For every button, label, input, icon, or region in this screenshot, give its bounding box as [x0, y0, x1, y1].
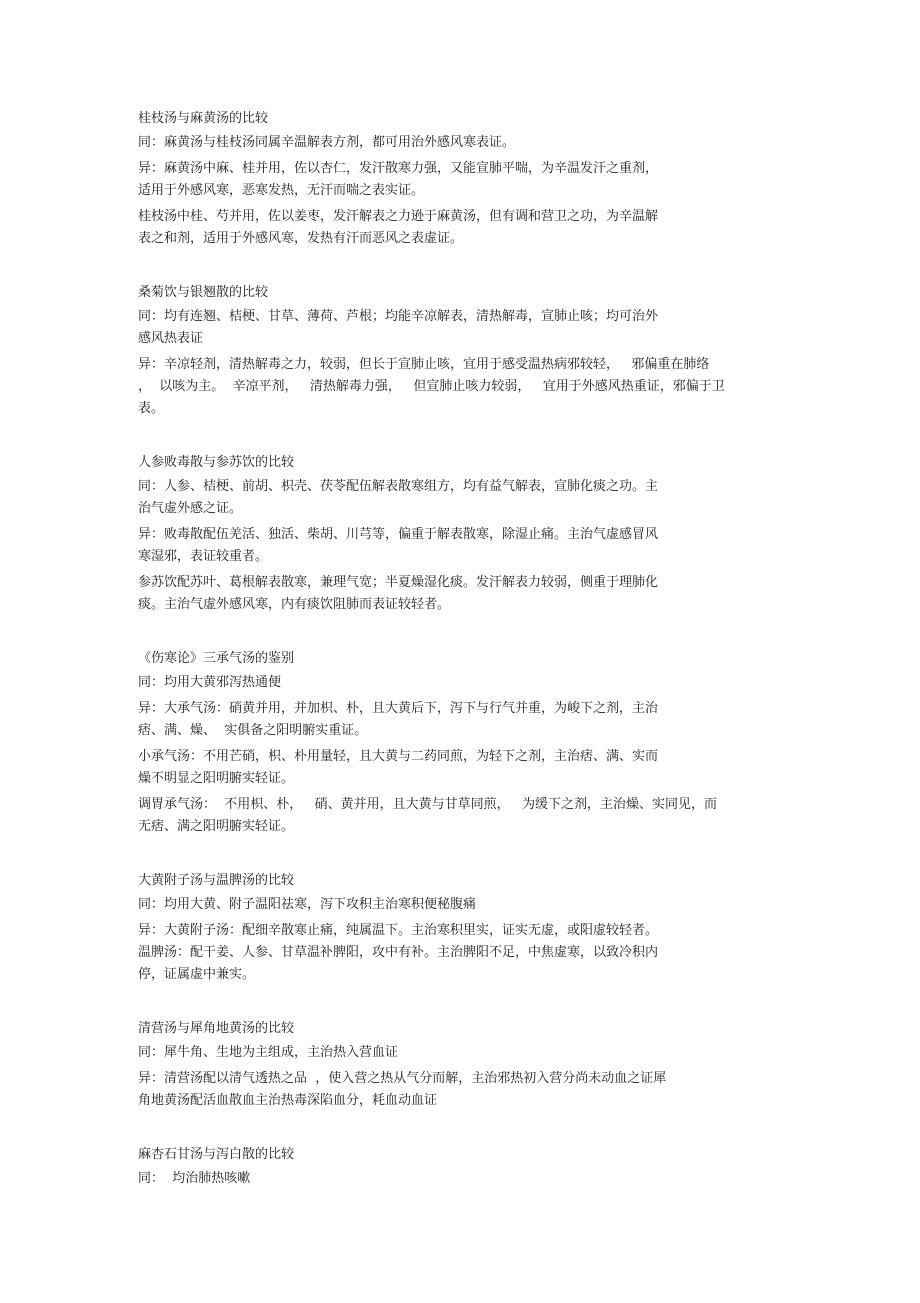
- text-line: 表之和剂，适用于外感风寒，发热有汗而恶风之表虚证。: [138, 231, 464, 246]
- paragraph-difference: [138, 794, 788, 838]
- paragraph-difference: [138, 524, 788, 568]
- section-title: 人参败毒散与参苏饮的比较: [138, 455, 295, 470]
- paragraph-similarity: [138, 672, 788, 694]
- paragraph-difference: [138, 698, 788, 742]
- paragraph-similarity: [138, 1168, 788, 1190]
- text-line: 同：人参、桔梗、前胡、枳壳、茯苓配伍解表散寒组方，均有益气解表，宣肺化痰之功。主: [138, 479, 659, 494]
- section-title: 《伤寒论》三承气汤的鉴别: [138, 651, 295, 666]
- section-title: 麻杏石甘汤与泻白散的比较: [138, 1147, 295, 1162]
- paragraph-difference: [138, 354, 788, 420]
- text-line: 寒湿邪，表证较重者。: [138, 549, 269, 564]
- text-line: 同：犀牛角、生地为主组成，主治热入营血证: [138, 1045, 399, 1060]
- paragraph-similarity: [138, 132, 788, 154]
- paragraph-difference: [138, 920, 788, 986]
- paragraph-difference: [138, 572, 788, 616]
- text-line: 同：均用大黄邪泻热通便: [138, 675, 282, 690]
- text-line: 同： 均治肺热咳嗽: [138, 1171, 251, 1186]
- paragraph-difference: [138, 746, 788, 790]
- text-line: 痞、满、燥、 实俱备之阳明腑实重证。: [138, 723, 368, 738]
- text-line: 参苏饮配苏叶、葛根解表散寒，兼理气宽；半夏燥湿化痰。发汗解表力较弱，侧重于理肺化: [138, 575, 659, 590]
- section-dahuang-wenpi: [138, 870, 788, 986]
- text-line: 异：辛凉轻剂，清热解毒之力，较弱，但长于宣肺止咳，宜用于感受温热病邪较轻， 邪偏重在肺络: [138, 357, 710, 372]
- text-line: 燥不明显之阳明腑实轻证。: [138, 771, 295, 786]
- section-maxing-xiebai: [138, 1144, 788, 1190]
- section-chengqi: [138, 648, 788, 838]
- text-line: 角地黄汤配活血散血主治热毒深陷血分，耗血动血证: [138, 1093, 438, 1108]
- section-renshen-shensu: [138, 452, 788, 616]
- text-line: 调胃承气汤： 不用枳、朴， 硝、黄并用，且大黄与甘草同煎， 为缓下之剂，主治燥、实同见，而: [138, 797, 718, 812]
- text-line: 异：大黄附子汤：配细辛散寒止痛，纯属温下。主治寒积里实，证实无虚，或阳虚较轻者。: [138, 923, 659, 938]
- section-title: 大黄附子汤与温脾汤的比较: [138, 873, 295, 888]
- text-line: 感风热表证: [138, 331, 204, 346]
- paragraph-similarity: [138, 476, 788, 520]
- paragraph-difference: [138, 206, 788, 250]
- paragraph-difference: [138, 1068, 788, 1112]
- document-page: [138, 108, 788, 1222]
- section-title: 桑菊饮与银翘散的比较: [138, 285, 269, 300]
- text-line: 异：大承气汤：硝黄并用，并加枳、朴，且大黄后下，泻下与行气并重，为峻下之剂，主治: [138, 701, 659, 716]
- section-guizhi-mahuang: [138, 108, 788, 250]
- text-line: 同：均有连翘、桔梗、甘草、薄荷、芦根；均能辛凉解表，清热解毒，宣肺止咳；均可治外: [138, 309, 659, 324]
- text-line: 温脾汤：配干姜、人参、甘草温补脾阳，攻中有补。主治脾阳不足，中焦虚寒，以致冷积内: [138, 945, 659, 960]
- paragraph-similarity: [138, 894, 788, 916]
- section-sangju-yinqiao: [138, 282, 788, 420]
- text-line: 痰。主治气虚外感风寒，内有痰饮阻肺而表证较轻者。: [138, 597, 451, 612]
- text-line: 桂枝汤中桂、芍并用，佐以姜枣，发汗解表之力逊于麻黄汤，但有调和营卫之功，为辛温解: [138, 209, 659, 224]
- text-line: 异：麻黄汤中麻、桂并用，佐以杏仁，发汗散寒力强，又能宣肺平喘，为辛温发汗之重剂，: [138, 161, 659, 176]
- text-line: 停，证属虚中兼实。: [138, 967, 256, 982]
- text-line: 表。: [138, 401, 165, 416]
- section-title: 桂枝汤与麻黄汤的比较: [138, 111, 269, 126]
- paragraph-similarity: [138, 306, 788, 350]
- text-line: 治气虚外感之证。: [138, 501, 243, 516]
- paragraph-difference: [138, 158, 788, 202]
- text-line: 适用于外感风寒，恶寒发热，无汗而喘之表实证。: [138, 183, 425, 198]
- text-line: ， 以咳为主。 辛凉平剂， 清热解毒力强， 但宣肺止咳力较弱， 宜用于外感风热重证，邪偏于卫: [138, 379, 725, 394]
- text-line: 同：均用大黄、附子温阳祛寒，泻下攻积主治寒积便秘腹痛: [138, 897, 477, 912]
- section-qingying-xijiao: [138, 1018, 788, 1112]
- text-line: 异：败毒散配伍羌活、独活、柴胡、川芎等，偏重于解表散寒，除湿止痛。主治气虚感冒风: [138, 527, 659, 542]
- section-title: 清营汤与犀角地黄汤的比较: [138, 1021, 295, 1036]
- text-line: 同：麻黄汤与桂枝汤同属辛温解表方剂，都可用治外感风寒表证。: [138, 135, 516, 150]
- text-line: 小承气汤：不用芒硝，枳、朴用量轻，且大黄与二药同煎，为轻下之剂，主治痞、满、实而: [138, 749, 659, 764]
- paragraph-similarity: [138, 1042, 788, 1064]
- text-line: 无痞、满之阳明腑实轻证。: [138, 819, 295, 834]
- text-line: 异：清营汤配以清气透热之品 ，使入营之热从气分而解，主治邪热初入营分尚未动血之证犀: [138, 1071, 667, 1086]
